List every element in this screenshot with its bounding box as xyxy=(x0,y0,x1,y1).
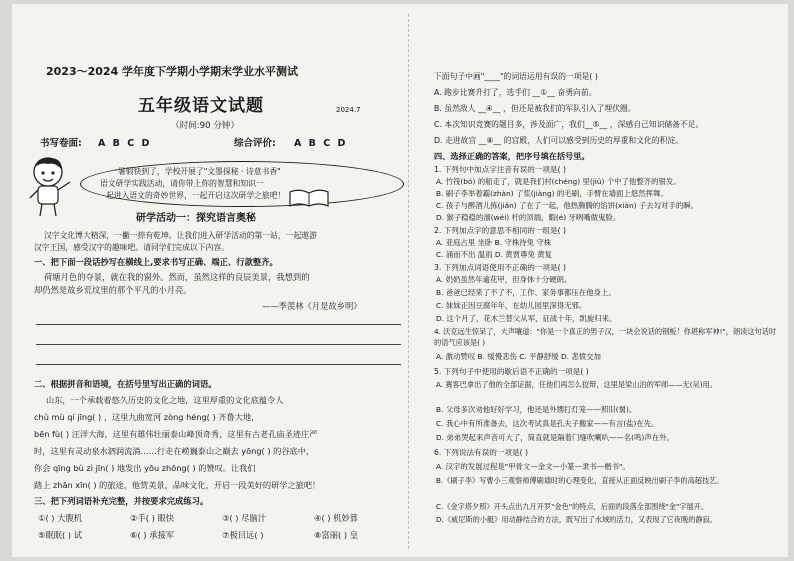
q4-3-stem: 3. 下列加点词语使用不正确的一项是( ) xyxy=(434,263,566,272)
activity1-desc-2: 汉字王国，感受汉字的趣味吧。请同学们完成以下内容。 xyxy=(34,243,229,252)
q2-line-3: bēn fù( ) 汪洋大海，这里有雄伟壮丽泰山峰顶奇秀，这里有古老孔庙圣迹庄严 xyxy=(34,429,318,439)
q4-1-c[interactable]: C. 孩子与醉酒儿拣(jiǎn) 了在了一起，他热腾腾的馅饼(xiàn) 子去勾对手的瞬。 xyxy=(436,201,698,210)
q4-6-stem: 6. 下列说法有误的一项是( ) xyxy=(434,448,528,457)
exam-sheet xyxy=(12,4,788,557)
q2-line-4: 时，这里有灵动泉水泗润流淌……行走在崂巍泰山之巅去 yōng( ) 的谷底中， xyxy=(34,446,315,456)
q3-item-4[interactable]: ④( ) 机妙算 xyxy=(314,513,359,523)
q4-1-a[interactable]: A. 竹筏(bó) 的船走了，就是我们村(chéng) 里(jiǔ) 个中了他整齐的银发。 xyxy=(436,177,681,186)
q2-line-2: chù mù qí jīng( ) ，这里九曲宽河 zòng héng( ) 齐鲁大地， xyxy=(34,412,260,422)
activity1-desc-1: 汉字文化博大精深，一撇一捺有乾坤。让我们进入研学活动的第一站，一起遨游 xyxy=(44,231,317,240)
rt-q-line: 下面句子中画"____"的词语运用有误的一项是( ) xyxy=(434,72,598,81)
q2-line-6: 踏上 zhān xīn( ) 的旅途，他赏美景，品味文化，开启一段美好的研学之旅吧！ xyxy=(34,480,321,490)
q1-passage-1: 荷塘月色的夺景，就在我的窗外。然而，虽然这样的良辰美景，我想到的 xyxy=(44,272,310,282)
rt-option-b: B. 虽然敌人 __④__ ，但还是被我们的军队引入了埋伏圈。 xyxy=(434,104,636,113)
q4-6-b[interactable]: B.《刷子李》写曹小三观察师傅刷墙时的心理变化，直接从正面反映出刷子李的高超技艺。 xyxy=(436,476,724,485)
q4-1-d[interactable]: D. 猴子稳稳的溜(wéi) 杆的顶端，暇(é) 牙咧嘴做鬼脸。 xyxy=(436,213,621,222)
q3-instruction: 三、把下列词语补充完整，并按要求完成练习。 xyxy=(34,496,209,506)
q4-4-stem: 4. 沃克远生惊呆了，大声嚷道："你是一个真正的男子汉，一块会说话的钢板！你堪称军神!"，朗读这句话时的语气应该是( ) xyxy=(434,327,777,347)
writing-grades: A B C D xyxy=(98,138,152,149)
open-book-icon xyxy=(288,188,330,208)
exam-title-line: 2023～2024 学年度下学期小学期末学业水平测试 xyxy=(46,65,299,78)
intro-line-3: 起进入语文的奇妙世界，一起开启这次研学之旅吧！ xyxy=(106,191,286,200)
overall-label: 综合评价: xyxy=(234,138,276,149)
q4-heading: 四、选择正确的答案，把序号填在括号里。 xyxy=(434,151,590,161)
rt-option-c: C. 本次知识竞赛的题目多，涉及面广，我们__⑤__ ，深感自己知识储备不足。 xyxy=(434,120,704,129)
q4-3-a[interactable]: A. 奶奶虽然年逾花甲，但身体十分硬朗。 xyxy=(436,275,572,284)
q4-1-b[interactable]: B. 刷子李举着霸(zhàn) 了浆(jiàng) 的毛刷，手臂在墙面上悠然挥舞。 xyxy=(436,189,668,198)
q4-4-opts[interactable]: A. 激动赞叹 B. 缓慢悲伤 C. 平静舒缓 D. 悲愤交加 xyxy=(436,352,601,361)
intro-line-1: 暑假快到了，学校开展了"文墨探秘 · 诗意书香" xyxy=(118,167,281,176)
q4-3-b[interactable]: B. 爸爸已经来了不了不，工作、家务事都压在他身上。 xyxy=(436,288,616,297)
writing-label: 书写卷面: xyxy=(40,138,82,149)
q1-answer-line-3[interactable] xyxy=(36,364,401,365)
intro-line-2: 语文研学实践活动，请你带上你的智慧和知识一 xyxy=(100,179,264,188)
rt-option-d: D. 走进故宫 __⑧__ 的宫殿，人们可以感受到历史的厚重和文化的积淀。 xyxy=(434,136,684,145)
q3-item-2[interactable]: ②手( ) 眼快 xyxy=(130,513,175,523)
q2-line-5: 你会 qīng bù zì jīn( ) 地发出 yōu zhōng( ) 的赞叹。让我们 xyxy=(34,463,256,473)
q4-1-stem: 1. 下列句中加点字注音有误的一项是( ) xyxy=(434,165,566,174)
q1-instruction: 一、把下面一段话抄写在横线上,要求书写正确、端正、行款整齐。 xyxy=(34,257,278,267)
q3-item-7[interactable]: ⑦极目远( ) xyxy=(222,530,264,540)
q1-source: ——季羡林《月是故乡明》 xyxy=(262,301,362,311)
q4-3-c[interactable]: C. 妹妹正因豆腐年年，在幼儿园里深得无邪。 xyxy=(436,301,587,310)
right-column xyxy=(414,4,782,557)
q2-instruction: 二、根据拼音和语境，在括号里写出正确的词语。 xyxy=(34,379,217,389)
q2-line-1: 山东，一个承载着悠久历史的文化之地，这里厚重的文化底蕴令人 xyxy=(46,395,284,405)
q3-item-8[interactable]: ⑧富丽( ) 皇 xyxy=(314,530,359,540)
cartoon-boy-icon xyxy=(26,154,76,220)
q1-passage-2: 却仍然是故乡荒坟里的那个平凡的小月亮。 xyxy=(34,285,192,295)
exam-time: （时间:90 分钟） xyxy=(171,121,240,131)
q4-5-d[interactable]: D. 弟弟哭起来声音可大了，简直就是隔着门缝吹喇叭——名(鸣)声在外。 xyxy=(436,433,674,442)
exam-date: 2024.7 xyxy=(336,106,361,114)
q4-6-c[interactable]: C.《金字塔夕照》开头点出九月开罗"金色"的特点，后面的段落全部围绕"金"字展开。 xyxy=(436,502,709,511)
q1-answer-line-1[interactable] xyxy=(36,324,401,325)
q4-6-a[interactable]: A. 汉字的发展过程是"甲骨文—金文—小篆—隶书—楷书"。 xyxy=(436,462,630,471)
q4-2-stem: 2. 下列加点字的意思不相同的一组是( ) xyxy=(434,226,566,235)
left-column xyxy=(26,4,406,557)
q3-item-3[interactable]: ③( ) 尽脑汁 xyxy=(222,513,267,523)
column-divider xyxy=(408,14,409,549)
rt-option-a: A. 跑步比赛升打了，选手们 __①__ 奋勇向前。 xyxy=(434,88,597,97)
subject-title: 五年级语文试题 xyxy=(138,96,264,116)
q3-item-6[interactable]: ⑥( ) 承接军 xyxy=(130,530,175,540)
q4-5-a[interactable]: A. 赛客巴拿出了他的全部证据，任他们再怎么狡辩，这里是梁山泊的军师——无(吴)用。 xyxy=(436,380,717,389)
activity1-heading: 研学活动一：探究语言奥秘 xyxy=(136,213,256,224)
q4-5-b[interactable]: B. 父母多次劝他好好学习，他还是外甥打灯笼——照旧(舅)。 xyxy=(436,405,637,414)
q4-2-cd[interactable]: C. 涌而不出 温雨 D. 黄贾尊兔 黄复 xyxy=(436,250,552,259)
q4-5-c[interactable]: C. 我心中有所准备去，这次考试真是孔夫子搬家——有言(盐)在先。 xyxy=(436,419,659,428)
q1-answer-line-2[interactable] xyxy=(36,344,401,345)
q4-3-d[interactable]: D. 这个月了，花木兰替父从军，征战十年，凯旋归来。 xyxy=(436,314,617,323)
q4-6-d[interactable]: D.《威尼斯的小艇》用动静结合的方法，既写出了水域的活力，又表现了它夜晚的静寂。 xyxy=(436,515,717,524)
q3-item-1[interactable]: ①( ) 大腹机 xyxy=(38,513,83,523)
q4-5-stem: 5. 下列句子中使用的歇后语不正确的一项是( ) xyxy=(434,367,589,376)
overall-grades: A B C D xyxy=(294,138,348,149)
q4-2-ab[interactable]: A. 亚庭占里 坐卧 B. 守株待兔 守株 xyxy=(436,238,552,247)
q3-item-5[interactable]: ⑤眠眠( ) 试 xyxy=(38,530,83,540)
